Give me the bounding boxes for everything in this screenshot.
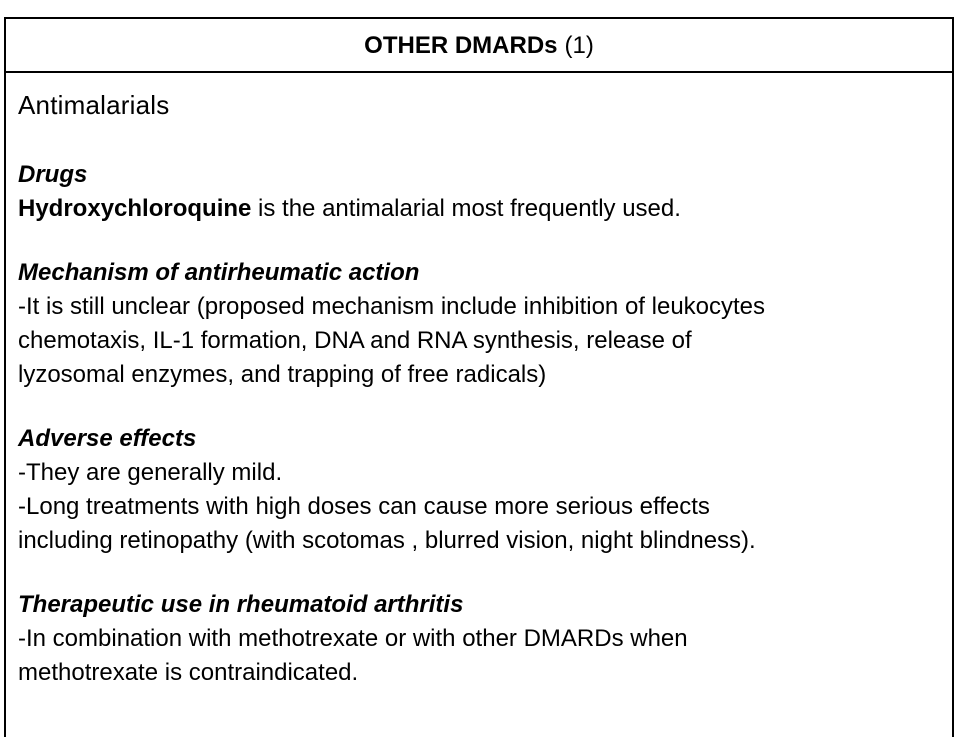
slide-content (18, 73, 938, 720)
adverse-line: -Long treatments with high doses can cause more serious effects (18, 493, 710, 520)
therapeutic-section (18, 588, 938, 690)
topic-heading: Antimalarials (18, 90, 170, 120)
slide-title: OTHER DMARDs (364, 31, 558, 59)
title-bar (6, 19, 952, 73)
drugs-text-line (18, 192, 938, 226)
adverse-section (18, 422, 938, 558)
mechanism-section (18, 256, 938, 392)
adverse-line: including retinopathy (with scotomas , blurred vision, night blindness). (18, 527, 756, 554)
drug-name: Hydroxychloroquine (18, 195, 252, 222)
drugs-section (18, 158, 938, 226)
mechanism-heading: Mechanism of antirheumatic action (18, 259, 420, 286)
slide-frame (4, 17, 954, 737)
therapeutic-line: -In combination with methotrexate or with other DMARDs when (18, 625, 688, 652)
mechanism-line: chemotaxis, IL-1 formation, DNA and RNA synthesis, release of (18, 327, 692, 354)
mechanism-line: lyzosomal enzymes, and trapping of free radicals) (18, 361, 547, 388)
slide-title-suffix: (1) (564, 31, 594, 59)
adverse-line: -They are generally mild. (18, 459, 283, 486)
drugs-heading: Drugs (18, 161, 88, 188)
adverse-heading: Adverse effects (18, 425, 197, 452)
therapeutic-heading: Therapeutic use in rheumatoid arthritis (18, 591, 464, 618)
drugs-text: is the antimalarial most frequently used. (251, 195, 681, 222)
therapeutic-line: methotrexate is contraindicated. (18, 659, 359, 686)
mechanism-line: -It is still unclear (proposed mechanism include inhibition of leukocytes (18, 293, 766, 320)
